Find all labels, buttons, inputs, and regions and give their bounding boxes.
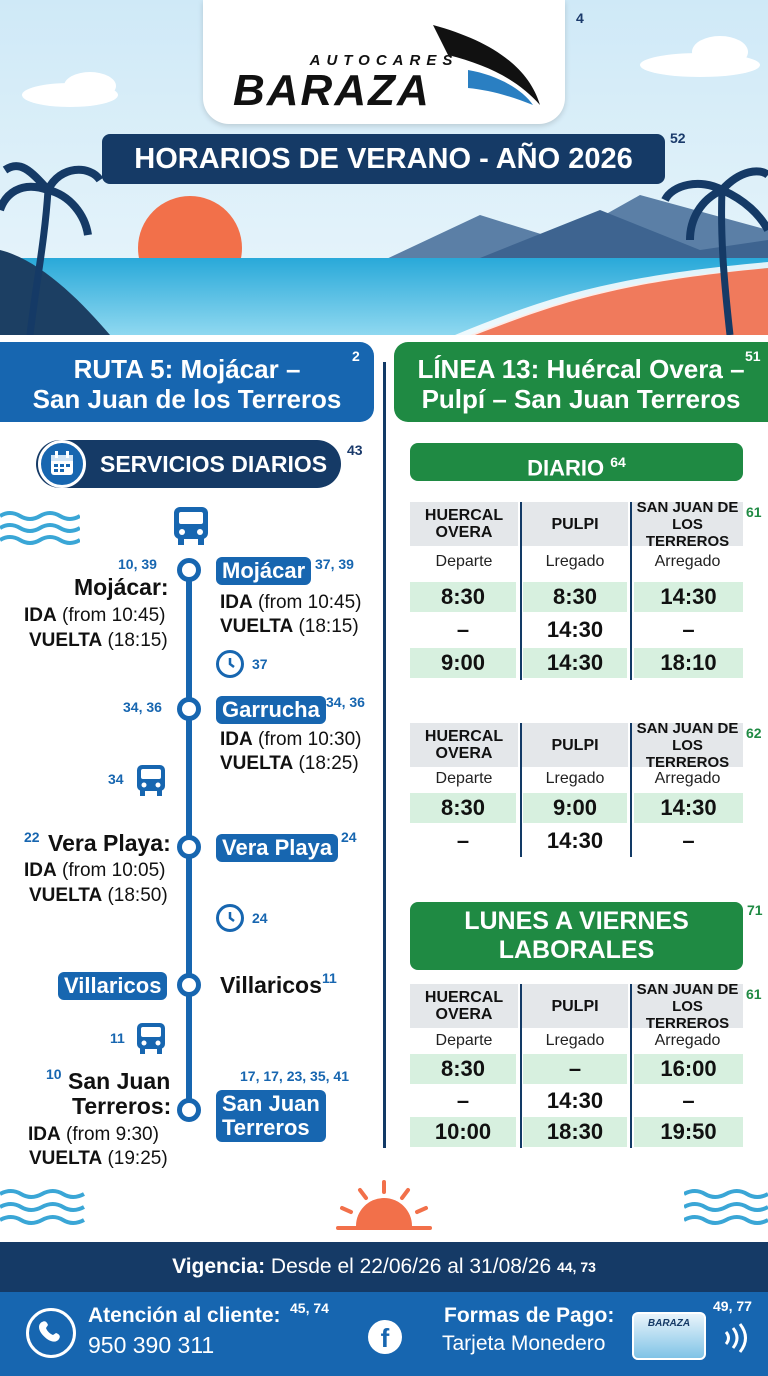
atencion-label: Atención al cliente:: [88, 1304, 281, 1327]
validity-bar: [0, 1242, 768, 1292]
page-title: HORARIOS DE VERANO - AÑO 2026: [102, 134, 665, 184]
stop-tag-vera-playa: Vera Playa: [216, 834, 338, 862]
stop-tag-san-juan: [216, 1090, 326, 1142]
table-2-ref: 62: [746, 725, 762, 741]
sanjuan-left-ref: 10: [46, 1066, 62, 1082]
garrucha-tag-ref: 34, 36: [326, 694, 365, 710]
waves-decoration-left: [0, 1186, 86, 1228]
route-5-ref: 2: [352, 348, 360, 364]
bus-small-icon: [136, 764, 166, 803]
table-cell: –: [456, 617, 470, 642]
table-cell: 8:30: [523, 582, 627, 612]
san-juan-tag-line1: San Juan: [222, 1091, 320, 1116]
table-separator: [520, 502, 522, 680]
sub-header-lregado: Lregado: [545, 1032, 605, 1049]
sub-header-departe: Departe: [435, 770, 493, 787]
vigencia-label: Vigencia:: [172, 1255, 266, 1278]
line-13-ref: 51: [745, 348, 761, 364]
calendar-icon: [38, 440, 86, 488]
lunes-label-line1: LUNES A VIERNES: [464, 907, 689, 935]
stop-san-juan-marker: [177, 1098, 201, 1122]
route-5-header: [0, 342, 374, 422]
stop-vera-playa-marker: [177, 835, 201, 859]
table-cell: 14:30: [634, 582, 743, 612]
monedero-card-image: [632, 1312, 706, 1360]
route-5-title-line2: San Juan de los Terreros: [32, 384, 342, 414]
sub-header-arregado: Arregado: [654, 553, 721, 570]
mojacar-left-vuelta: VUELTA (18:15): [29, 630, 168, 651]
timetable-3: [410, 980, 743, 1148]
phone-number[interactable]: 950 390 311: [88, 1332, 215, 1358]
lunes-label-line2: LABORALES: [498, 936, 655, 964]
garrucha-right-ida: IDA (from 10:30): [220, 729, 362, 750]
table-cell: 18:30: [523, 1117, 627, 1147]
stop-garrucha-marker: [177, 697, 201, 721]
logo-autocares: AUTOCARES: [309, 52, 459, 69]
bus-ref-1: 34: [108, 771, 124, 787]
col-header-san-juan: SAN JUAN DE LOS TERREROS: [632, 502, 743, 546]
clock-icon: [216, 904, 244, 932]
table-cell: –: [682, 1088, 695, 1113]
table-cell: 14:30: [546, 617, 604, 642]
logo-swoosh-icon: [428, 20, 548, 110]
services-ref: 43: [347, 442, 363, 458]
sunset-icon: [334, 1178, 434, 1230]
col-header-san-juan: SAN JUAN DE LOS TERREROS: [632, 984, 743, 1028]
col-header-san-juan: SAN JUAN DE LOS TERREROS: [632, 723, 743, 767]
services-daily-pill: SERVICIOS DIARIOS: [36, 440, 341, 488]
table-cell: 14:30: [546, 828, 604, 853]
diario-ref: 64: [610, 454, 626, 470]
card-brand: BARAZA: [647, 1318, 691, 1329]
logo-baraza: BARAZA: [233, 66, 431, 115]
mojacar-right-ida: IDA (from 10:45): [220, 592, 362, 613]
table-cell: 14:30: [546, 1088, 604, 1113]
vera-left-vuelta: VUELTA (18:50): [29, 885, 168, 906]
sanjuan-left-ida: IDA (from 9:30): [28, 1124, 159, 1145]
villaricos-right-ref: 11: [322, 970, 337, 986]
pago-value: Tarjeta Monedero: [442, 1332, 606, 1355]
contactless-icon: [722, 1322, 750, 1354]
sub-header-arregado: Arregado: [654, 1032, 721, 1049]
table-cell: 8:30: [410, 1054, 516, 1084]
table-cell: 9:00: [523, 793, 627, 823]
garrucha-left-ref: 34, 36: [123, 699, 162, 715]
table-cell: 8:30: [410, 582, 516, 612]
phone-icon: [26, 1308, 76, 1358]
villaricos-right-name: Villaricos: [220, 972, 322, 998]
mojacar-left-name: Mojácar:: [74, 574, 169, 600]
clock-ref-1: 37: [252, 656, 268, 672]
waves-decoration-left: [0, 508, 80, 548]
sub-header-departe: Departe: [435, 1032, 493, 1049]
vera-left-name: Vera Playa:: [48, 830, 171, 856]
table-1-ref: 61: [746, 504, 762, 520]
vera-tag-ref: 24: [341, 829, 357, 845]
bus-small-icon: [136, 1022, 166, 1061]
table-cell: 16:00: [634, 1054, 743, 1084]
line-13-title-line2: Pulpí – San Juan Terreros: [421, 384, 741, 414]
table-cell: 18:10: [634, 648, 743, 678]
clock-icon: [216, 650, 244, 678]
column-divider: [383, 362, 386, 1148]
col-header-huercal: HUERCAL OVERA: [410, 502, 518, 546]
line-13-title-line1: LÍNEA 13: Huércal Overa –: [417, 354, 745, 384]
stop-tag-villaricos: Villaricos: [58, 972, 167, 1000]
atencion-ref: 45, 74: [290, 1300, 329, 1316]
garrucha-right-vuelta: VUELTA (18:25): [220, 753, 359, 774]
sub-header-lregado: Lregado: [545, 770, 605, 787]
timetable-1: [410, 498, 743, 680]
vigencia-text: Desde el 22/06/26 al 31/08/26: [270, 1255, 552, 1278]
facebook-icon[interactable]: f: [368, 1320, 402, 1354]
col-header-pulpi: PULPI: [522, 984, 628, 1028]
table-cell: –: [456, 1088, 470, 1113]
section-diario: [410, 443, 743, 481]
table-cell: 19:50: [634, 1117, 743, 1147]
title-ref: 52: [670, 130, 686, 146]
sub-header-arregado: Arregado: [654, 770, 721, 787]
vera-left-ida: IDA (from 10:05): [24, 860, 166, 881]
col-header-huercal: HUERCAL OVERA: [410, 723, 518, 767]
sub-header-departe: Departe: [435, 553, 493, 570]
waves-decoration-right: [684, 1186, 768, 1228]
table-cell: 10:00: [410, 1117, 516, 1147]
sanjuan-left-name1: San Juan: [68, 1068, 171, 1094]
pago-label: Formas de Pago:: [444, 1304, 615, 1327]
table-cell: –: [523, 1054, 627, 1084]
vera-left-ref: 22: [24, 829, 40, 845]
clock-ref-2: 24: [252, 910, 268, 926]
col-header-pulpi: PULPI: [522, 723, 628, 767]
bus-ref-2: 11: [110, 1030, 125, 1046]
stop-mojacar-marker: [177, 558, 201, 582]
sanjuan-left-vuelta: VUELTA (19:25): [29, 1148, 168, 1169]
table-separator: [630, 502, 632, 680]
sanjuan-tag-ref: 17, 17, 23, 35, 41: [240, 1068, 349, 1084]
mojacar-left-ida: IDA (from 10:45): [24, 605, 166, 626]
col-header-pulpi: PULPI: [522, 502, 628, 546]
pago-ref: 49, 77: [713, 1298, 752, 1314]
bus-icon: [172, 505, 210, 552]
stop-tag-mojacar: Mojácar: [216, 557, 311, 585]
diario-label: DIARIO: [527, 455, 605, 481]
line-13-header: [394, 342, 768, 422]
sanjuan-left-name2: Terreros:: [72, 1093, 172, 1119]
lunes-ref: 71: [747, 902, 763, 918]
table-cell: –: [682, 617, 695, 642]
stop-villaricos-marker: [177, 973, 201, 997]
table-separator: [630, 723, 632, 857]
vigencia-ref: 44, 73: [556, 1259, 596, 1275]
logo-panel: [203, 0, 565, 124]
footer-bar: [0, 1292, 768, 1376]
table-cell: 8:30: [410, 793, 516, 823]
section-lunes-viernes: [410, 902, 743, 970]
table-cell: 9:00: [410, 648, 516, 678]
mojacar-right-vuelta: VUELTA (18:15): [220, 616, 359, 637]
stop-tag-garrucha: Garrucha: [216, 696, 326, 724]
mojacar-tag-ref: 37, 39: [315, 556, 354, 572]
table-cell: 14:30: [523, 648, 627, 678]
table-separator: [630, 984, 632, 1148]
mojacar-left-ref: 10, 39: [118, 556, 157, 572]
table-3-ref: 61: [746, 986, 762, 1002]
table-cell: –: [456, 828, 470, 853]
sub-header-lregado: Lregado: [545, 553, 605, 570]
page-number: 4: [576, 10, 584, 26]
table-cell: 14:30: [634, 793, 743, 823]
route-5-title-line1: RUTA 5: Mojácar –: [73, 354, 301, 384]
table-cell: –: [682, 828, 695, 853]
timetable-2: [410, 719, 743, 857]
table-separator: [520, 984, 522, 1148]
table-separator: [520, 723, 522, 857]
col-header-huercal: HUERCAL OVERA: [410, 984, 518, 1028]
san-juan-tag-line2: Terreros: [222, 1115, 310, 1140]
